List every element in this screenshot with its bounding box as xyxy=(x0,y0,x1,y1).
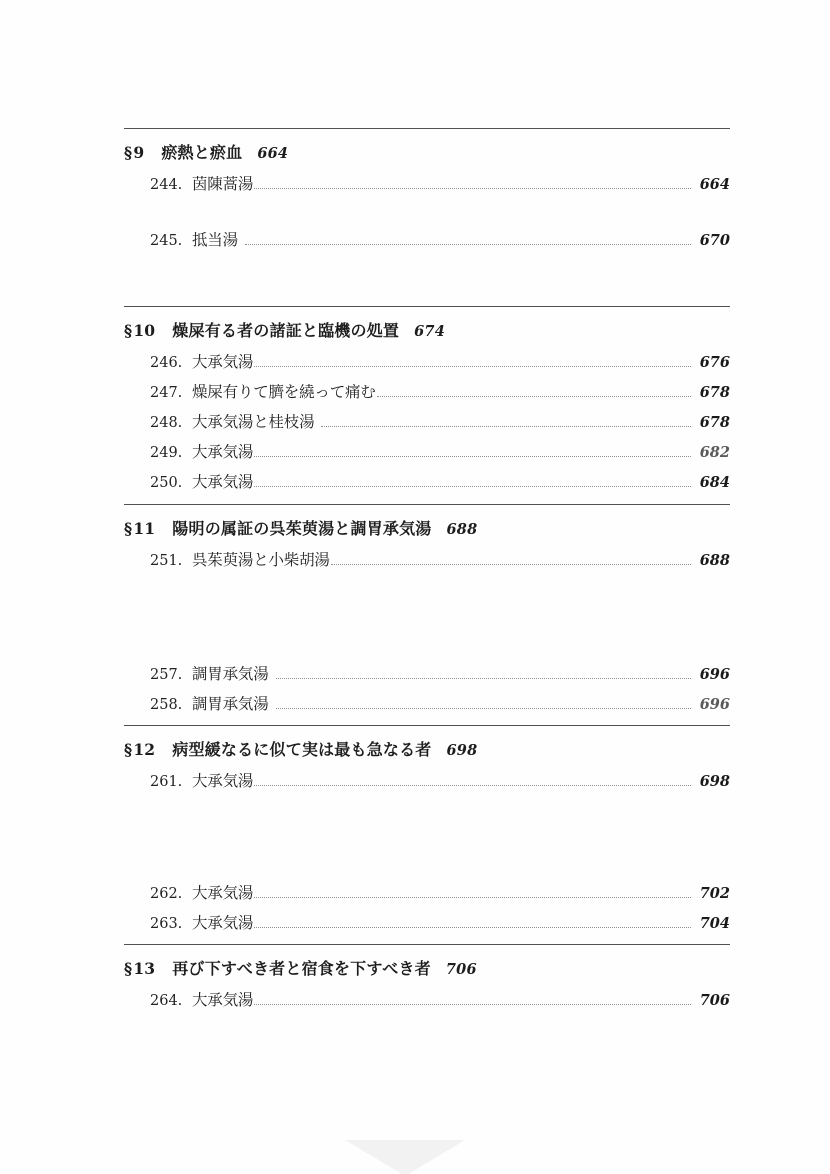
page-watermark xyxy=(345,1140,465,1174)
toc-entry-row[interactable] xyxy=(124,662,730,684)
dot-leader xyxy=(331,564,691,565)
dot-leader xyxy=(245,244,691,245)
section-page-number: 688 xyxy=(446,521,478,538)
toc-entry-row[interactable] xyxy=(124,911,730,933)
section-mark-icon: § xyxy=(124,740,133,759)
toc-entry-row[interactable] xyxy=(124,881,730,903)
section-divider-rule xyxy=(124,504,730,505)
entry-page-number: 698 xyxy=(699,773,730,790)
entry-page-number: 702 xyxy=(699,885,730,902)
dot-leader xyxy=(254,456,691,457)
entry-title: 大承気湯 xyxy=(192,884,254,902)
section-heading[interactable] xyxy=(124,516,730,539)
entry-title: 大承気湯 xyxy=(192,772,254,790)
toc-entry-row[interactable] xyxy=(124,172,730,194)
section-title: 病型緩なるに似て実は最も急なる者 xyxy=(172,740,432,759)
toc-entry-group xyxy=(124,881,730,933)
section-heading[interactable] xyxy=(124,318,730,341)
section-page-number: 698 xyxy=(446,742,478,759)
dot-leader xyxy=(254,785,691,786)
entry-page-number: 676 xyxy=(699,354,730,371)
entry-page-number: 684 xyxy=(699,474,730,491)
entry-number: 257. xyxy=(150,667,183,683)
toc-section xyxy=(124,725,730,791)
entry-number: 251. xyxy=(150,553,183,569)
entry-title: 抵当湯 xyxy=(192,231,238,249)
dot-leader xyxy=(377,396,691,397)
dot-leader xyxy=(276,708,691,709)
dot-leader xyxy=(254,188,691,189)
entry-page-number: 704 xyxy=(699,915,730,932)
section-divider-rule xyxy=(124,306,730,307)
entry-page-number: 688 xyxy=(699,552,730,569)
section-number: 9 xyxy=(133,143,145,162)
entry-number: 258. xyxy=(150,697,183,713)
entry-number: 250. xyxy=(150,475,183,491)
entry-page-number: 670 xyxy=(699,232,730,249)
toc-section xyxy=(124,504,730,570)
section-title: 瘀熱と瘀血 xyxy=(161,143,243,162)
section-mark-icon: § xyxy=(124,959,133,978)
entry-page-number: 696 xyxy=(699,696,730,713)
entry-title: 大承気湯と桂枝湯 xyxy=(192,413,315,431)
entry-number: 261. xyxy=(150,774,183,790)
dot-leader xyxy=(254,1004,691,1005)
entry-page-number: 706 xyxy=(699,992,730,1009)
section-mark-icon: § xyxy=(124,519,133,538)
toc-section xyxy=(124,128,730,250)
entry-number: 263. xyxy=(150,916,183,932)
toc-entry-row[interactable] xyxy=(124,440,730,462)
section-number: 10 xyxy=(133,321,156,340)
dot-leader xyxy=(254,927,691,928)
section-page-number: 706 xyxy=(445,961,477,978)
section-title: 陽明の属証の呉茱萸湯と調胃承気湯 xyxy=(172,519,432,538)
toc-entry-row[interactable] xyxy=(124,228,730,250)
section-title: 燥屎有る者の諸証と臨機の処置 xyxy=(172,321,400,340)
entry-number: 244. xyxy=(150,177,183,193)
entry-title: 大承気湯 xyxy=(192,353,254,371)
entry-number: 247. xyxy=(150,385,183,401)
section-divider-rule xyxy=(124,128,730,129)
toc-entry-row[interactable] xyxy=(124,769,730,791)
entry-page-number: 678 xyxy=(699,384,730,401)
entry-title: 大承気湯 xyxy=(192,914,254,932)
entry-number: 262. xyxy=(150,886,183,902)
toc-entry-row[interactable] xyxy=(124,988,730,1010)
entry-title: 燥屎有りて臍を繞って痛む xyxy=(192,383,376,401)
entry-title: 大承気湯 xyxy=(192,473,254,491)
toc-entry-row[interactable] xyxy=(124,350,730,372)
section-title: 再び下すべき者と宿食を下すべき者 xyxy=(172,959,431,978)
toc-section xyxy=(124,306,730,492)
toc-entry-row[interactable] xyxy=(124,692,730,714)
entry-number: 264. xyxy=(150,993,183,1009)
entry-title: 調胃承気湯 xyxy=(192,695,269,713)
dot-leader xyxy=(321,426,691,427)
toc-entry-row[interactable] xyxy=(124,548,730,570)
toc-content xyxy=(124,128,730,1018)
entry-title: 大承気湯 xyxy=(192,443,254,461)
dot-leader xyxy=(276,678,691,679)
entry-number: 249. xyxy=(150,445,183,461)
section-mark-icon: § xyxy=(124,143,133,162)
toc-entry-row[interactable] xyxy=(124,470,730,492)
dot-leader xyxy=(254,486,691,487)
entry-page-number: 664 xyxy=(699,176,730,193)
section-heading[interactable] xyxy=(124,956,730,979)
section-page-number: 674 xyxy=(414,323,445,340)
section-divider-rule xyxy=(124,725,730,726)
entry-title: 大承気湯 xyxy=(192,991,254,1009)
section-number: 13 xyxy=(133,959,156,978)
section-divider-rule xyxy=(124,944,730,945)
section-number: 11 xyxy=(133,519,156,538)
entry-title: 茵陳蒿湯 xyxy=(192,175,254,193)
section-number: 12 xyxy=(133,740,156,759)
entry-title: 調胃承気湯 xyxy=(192,665,269,683)
entry-page-number: 696 xyxy=(699,666,730,683)
section-mark-icon: § xyxy=(124,321,133,340)
section-heading[interactable] xyxy=(124,737,730,760)
toc-section xyxy=(124,944,730,1010)
dot-leader xyxy=(254,897,691,898)
entry-number: 248. xyxy=(150,415,183,431)
entry-number: 246. xyxy=(150,355,183,371)
entry-page-number: 678 xyxy=(699,414,730,431)
section-heading[interactable] xyxy=(124,140,730,163)
toc-entry-row[interactable] xyxy=(124,410,730,432)
entry-title: 呉茱萸湯と小柴胡湯 xyxy=(192,551,330,569)
dot-leader xyxy=(254,366,691,367)
entry-number: 245. xyxy=(150,233,183,249)
entry-page-number: 682 xyxy=(699,444,730,461)
section-page-number: 664 xyxy=(257,145,289,162)
toc-entry-group xyxy=(124,662,730,714)
toc-entry-row[interactable] xyxy=(124,380,730,402)
